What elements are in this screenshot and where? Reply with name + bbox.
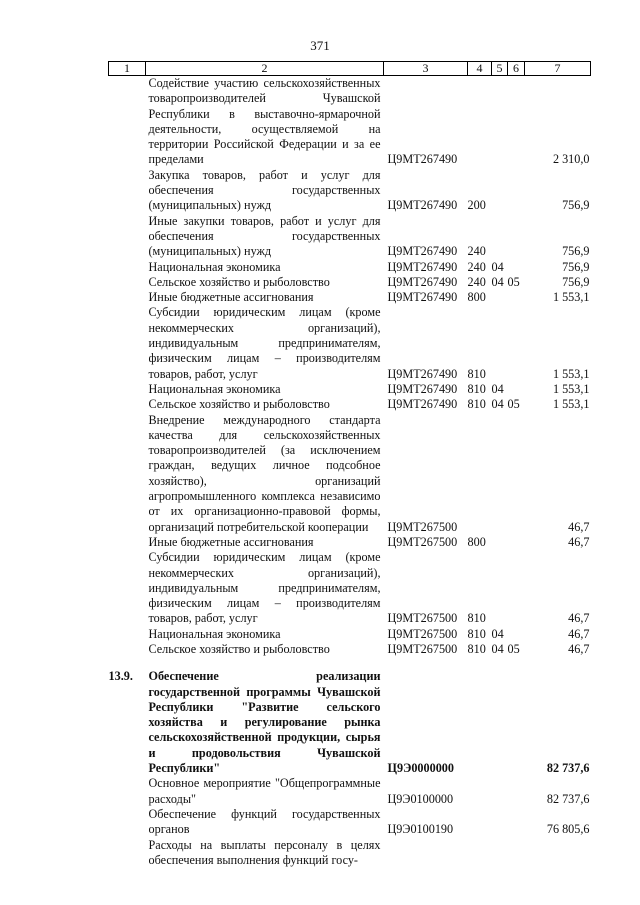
row-subsection [508,776,525,807]
row-amount: 1 553,1 [552,366,590,381]
row-section: 04 [491,259,504,274]
row-subsection [508,305,525,381]
table-body [109,76,591,869]
row-section: 04 [491,274,504,289]
row-subsection [508,550,525,626]
row-name: Иные бюджетные ассигнования [148,534,314,549]
table-row [109,275,591,290]
row-number [109,382,146,397]
row-section [492,305,508,381]
column-header-3: 3 [384,62,468,76]
table-row [109,776,591,807]
row-code: Ц9МТ267500 [387,641,458,656]
row-subsection [508,382,525,397]
column-header-1: 1 [109,62,146,76]
table-row [109,397,591,412]
column-header-5: 5 [492,62,508,76]
row-code: Ц9МТ267500 [387,611,458,626]
row-expense-type [468,76,492,168]
table-row [109,382,591,397]
row-subsection: 05 [507,274,520,289]
row-subsection [508,669,525,776]
row-subsection [508,168,525,214]
row-name: Содействие участию сельскохозяйственных товаропроизводителей Чувашской Республики в выставочно-ярмарочной деятельности, осуществляемой на территории Российской Федерации и за ее пределами [148,76,381,167]
table-row [109,260,591,275]
row-amount: 756,9 [562,274,590,289]
row-section [492,550,508,626]
row-subsection [508,807,525,838]
row-amount [525,838,591,869]
row-expense-type: 810 [467,381,486,396]
row-number [109,776,146,807]
table-row [109,214,591,260]
table-row [109,807,591,838]
row-section: 04 [491,397,504,412]
budget-table [108,61,591,868]
row-name: Национальная экономика [148,626,281,641]
row-expense-type [468,838,492,869]
row-code: Ц9МТ267490 [387,274,458,289]
row-amount: 46,7 [568,641,590,656]
row-amount: 82 737,6 [546,791,590,806]
table-row [109,76,591,168]
row-code: Ц9МТ267490 [387,381,458,396]
row-amount: 756,9 [562,244,590,259]
row-section [492,535,508,550]
row-code: Ц9МТ267500 [387,534,458,549]
row-subsection: 05 [507,397,520,412]
row-code: Ц9МТ267490 [387,244,458,259]
page-number: 371 [310,38,330,53]
row-subsection: 05 [507,641,520,656]
row-expense-type: 810 [467,626,486,641]
row-number [109,305,146,381]
row-section [492,807,508,838]
row-code: Ц9Э0000000 [387,761,454,776]
row-number [109,838,146,869]
table-row [109,838,591,869]
row-number [109,397,146,412]
row-expense-type: 810 [467,397,486,412]
row-amount: 756,9 [562,198,590,213]
row-section [492,413,508,535]
row-number [109,642,146,657]
row-code: Ц9МТ267490 [387,366,458,381]
row-number [109,413,146,535]
row-name: Внедрение международного стандарта качества для сельскохозяйственных товаропроизводителей (за исключением граждан, ведущих личное подсобное хозяйство), организаций агропромышленного комплекса независимо от их организационно-правовой формы, организаций потребительской кооперации [148,412,381,534]
row-code: Ц9МТ267500 [387,626,458,641]
row-name: Сельское хозяйство и рыболовство [148,641,330,656]
row-name: Национальная экономика [148,259,281,274]
row-name: Национальная экономика [148,381,281,396]
row-subsection [508,76,525,168]
row-expense-type: 240 [467,274,486,289]
row-amount: 46,7 [568,519,590,534]
row-expense-type [468,413,492,535]
table-row [109,305,591,381]
row-name: Сельское хозяйство и рыболовство [148,397,330,412]
row-amount: 46,7 [568,534,590,549]
column-header-2: 2 [146,62,384,76]
row-number [109,550,146,626]
table-header [109,62,591,76]
row-code: Ц9МТ267490 [387,259,458,274]
spacer-cell [109,657,591,669]
row-expense-type: 240 [467,259,486,274]
row-code [384,838,468,869]
row-name: Основное мероприятие "Общепрограммные расходы" [148,776,381,806]
table-row [109,168,591,214]
row-name: Закупка товаров, работ и услуг для обеспечения государственных (муниципальных) нужд [148,167,381,213]
row-code: Ц9Э0100000 [387,791,454,806]
row-expense-type: 240 [467,244,486,259]
row-section: 04 [491,381,504,396]
row-number [109,168,146,214]
row-name: Сельское хозяйство и рыболовство [148,274,330,289]
table-row [109,290,591,305]
column-header-7: 7 [525,62,591,76]
row-amount: 76 805,6 [546,822,590,837]
row-expense-type [468,807,492,838]
row-section [492,669,508,776]
row-subsection [508,413,525,535]
table-row [109,627,591,642]
row-name: Иные закупки товаров, работ и услуг для обеспечения государственных (муниципальных) нужд [148,213,381,259]
row-amount: 2 310,0 [552,152,590,167]
row-expense-type: 810 [467,641,486,656]
column-header-6: 6 [508,62,525,76]
row-amount: 46,7 [568,626,590,641]
row-expense-type: 200 [467,198,486,213]
row-name: Расходы на выплаты персоналу в целях обеспечения выполнения функций госу- [148,837,381,867]
row-section [492,168,508,214]
row-code: Ц9МТ267490 [387,152,458,167]
row-amount: 1 553,1 [552,290,590,305]
table-row [109,413,591,535]
row-amount: 756,9 [562,259,590,274]
row-subsection [508,260,525,275]
row-name: Иные бюджетные ассигнования [148,290,314,305]
row-name: Обеспечение функций государственных органов [148,806,381,837]
row-section [492,776,508,807]
row-number [109,275,146,290]
row-number [109,535,146,550]
row-code: Ц9МТ267490 [387,290,458,305]
row-number: 13.9. [108,669,133,684]
row-number [109,627,146,642]
row-code: Ц9МТ267490 [387,198,458,213]
table-row [109,669,591,776]
row-expense-type [468,776,492,807]
row-section [492,76,508,168]
row-section [492,290,508,305]
row-name: Субсидии юридическим лицам (кроме некоммерческих организаций), индивидуальным предпринимателям, физическим лицам – производителям товаров, работ, услуг [148,550,381,626]
table-row [109,550,591,626]
row-number [109,76,146,168]
column-header-4: 4 [468,62,492,76]
row-section [492,838,508,869]
row-amount: 46,7 [568,611,590,626]
row-code: Ц9МТ267490 [387,397,458,412]
row-section: 04 [491,626,504,641]
row-amount: 1 553,1 [552,397,590,412]
row-expense-type: 800 [467,534,486,549]
row-subsection [508,838,525,869]
row-expense-type [468,669,492,776]
row-subsection [508,535,525,550]
row-number [109,214,146,260]
row-name: Обеспечение реализации государственной программы Чувашской Республики "Развитие сельского хозяйства и регулирование рынка сельскохозяйственной продукции, сырья и продовольствия Чувашской Республики" [148,669,381,776]
table-row [109,535,591,550]
row-expense-type: 800 [467,290,486,305]
section-spacer [109,657,591,669]
row-subsection [508,214,525,260]
row-amount: 1 553,1 [552,381,590,396]
row-code: Ц9Э0100190 [387,822,454,837]
table-row [109,642,591,657]
row-expense-type: 810 [467,366,486,381]
row-number [109,807,146,838]
row-section: 04 [491,641,504,656]
row-amount: 82 737,6 [546,761,590,776]
row-expense-type: 810 [467,611,486,626]
row-name: Субсидии юридическим лицам (кроме некоммерческих организаций), индивидуальным предпринимателям, физическим лицам – производителям товаров, работ, услуг [148,305,381,381]
row-subsection [508,627,525,642]
row-code: Ц9МТ267500 [387,519,458,534]
row-subsection [508,290,525,305]
row-number [109,260,146,275]
row-section [492,214,508,260]
row-number [109,290,146,305]
